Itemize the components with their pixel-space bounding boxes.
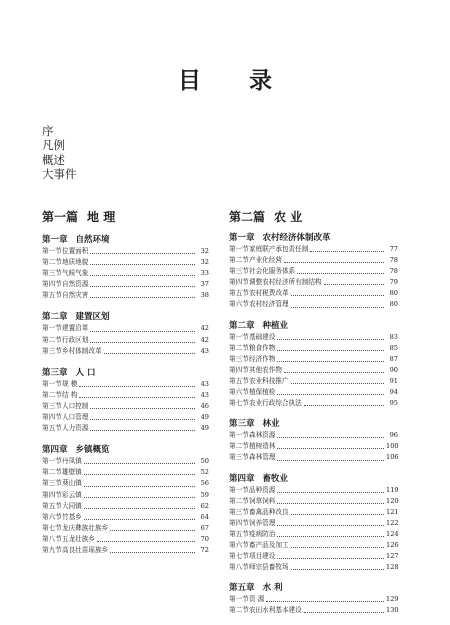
toc-entry[interactable] bbox=[229, 562, 398, 573]
page-number: 72 bbox=[200, 545, 209, 554]
front-matter bbox=[42, 124, 77, 182]
page-number: 120 bbox=[386, 496, 399, 505]
chapter-name: 乡镇概览 bbox=[75, 445, 110, 456]
dot-leader bbox=[110, 529, 195, 531]
section-title: 自然灾害 bbox=[62, 291, 89, 300]
page-number: 87 bbox=[389, 354, 398, 363]
toc-entry[interactable] bbox=[42, 323, 209, 334]
section-title: 竹基乡 bbox=[62, 512, 82, 521]
toc-entry[interactable] bbox=[229, 398, 398, 409]
part-heading bbox=[42, 210, 209, 224]
page-number: 52 bbox=[200, 468, 209, 477]
section-number: 第五节 bbox=[229, 529, 249, 538]
page-number: 32 bbox=[200, 247, 209, 255]
page-number: 43 bbox=[200, 390, 209, 399]
dot-leader bbox=[266, 600, 384, 602]
dot-leader bbox=[291, 546, 384, 548]
section-number: 第四节 bbox=[229, 278, 249, 287]
section-title: 植树造林 bbox=[249, 442, 276, 451]
toc-entry[interactable] bbox=[42, 456, 209, 467]
dot-leader bbox=[84, 473, 195, 475]
page-number: 85 bbox=[389, 343, 398, 352]
section-title: 高良壮苗瑶族乡 bbox=[62, 545, 109, 554]
chapter-number: 第四章 bbox=[42, 445, 68, 456]
page-number: 130 bbox=[386, 606, 399, 615]
section-title: 项目建设 bbox=[249, 552, 276, 561]
toc-entry[interactable] bbox=[42, 279, 209, 290]
toc-entry[interactable] bbox=[42, 478, 209, 489]
section-title: 农村经济管理 bbox=[249, 300, 289, 309]
dot-leader bbox=[284, 371, 384, 373]
dot-leader bbox=[297, 272, 384, 274]
section-title: 师宗县畜牧场 bbox=[249, 563, 289, 572]
section-number: 第二节 bbox=[42, 390, 62, 399]
section-number: 第八节 bbox=[229, 563, 249, 572]
page-number: 67 bbox=[200, 523, 209, 532]
section-number: 第一节 bbox=[42, 247, 62, 255]
page-number: 127 bbox=[386, 552, 399, 561]
chapter-name: 林业 bbox=[262, 419, 280, 430]
section-number: 第九节 bbox=[42, 545, 62, 554]
section-title: 经济作物 bbox=[249, 354, 276, 363]
section-number: 第七节 bbox=[229, 399, 249, 408]
chapter-number: 第一章 bbox=[42, 235, 68, 245]
page-number: 33 bbox=[200, 269, 209, 278]
section-number: 第五节 bbox=[42, 501, 62, 510]
page-number: 38 bbox=[200, 291, 209, 300]
section-number: 第二节 bbox=[229, 343, 249, 352]
toc-entry[interactable] bbox=[42, 501, 209, 512]
toc-entry[interactable] bbox=[229, 529, 398, 540]
dot-leader bbox=[84, 462, 195, 464]
dot-leader bbox=[90, 341, 195, 343]
chapter-heading[interactable] bbox=[229, 473, 398, 485]
toc-entry[interactable] bbox=[42, 534, 209, 545]
dot-leader bbox=[277, 459, 384, 461]
section-number: 第一节 bbox=[42, 324, 62, 333]
section-number: 第六节 bbox=[42, 512, 62, 521]
page-number: 50 bbox=[200, 457, 209, 466]
toc-entry[interactable] bbox=[229, 376, 398, 387]
section-number: 第二节 bbox=[42, 335, 62, 344]
chapter-name: 农村经济体制改革 bbox=[262, 233, 331, 243]
chapter-block bbox=[42, 444, 209, 556]
toc-entry[interactable] bbox=[229, 332, 398, 343]
part-heading bbox=[229, 210, 398, 224]
page-number: 90 bbox=[389, 365, 398, 374]
chapter-number: 第三章 bbox=[229, 419, 255, 430]
section-number: 第三节 bbox=[42, 269, 62, 278]
front-matter-item[interactable]: 凡例 bbox=[42, 138, 65, 153]
section-number: 第六节 bbox=[229, 388, 249, 397]
dot-leader bbox=[277, 502, 384, 504]
chapter-number: 第四章 bbox=[229, 473, 255, 484]
dot-leader bbox=[310, 250, 384, 252]
page-number: 106 bbox=[386, 453, 399, 462]
dot-leader bbox=[79, 396, 195, 398]
section-number: 第三节 bbox=[42, 401, 62, 410]
toc-entry[interactable] bbox=[229, 354, 398, 365]
toc-entry[interactable] bbox=[229, 430, 398, 441]
dot-leader bbox=[97, 540, 195, 542]
dot-leader bbox=[84, 518, 195, 520]
section-number: 第二节 bbox=[42, 468, 62, 477]
toc-entry[interactable] bbox=[42, 246, 209, 257]
chapter-heading[interactable] bbox=[229, 320, 398, 332]
section-number: 第四节 bbox=[42, 490, 62, 499]
page-number: 80 bbox=[389, 289, 398, 298]
dot-leader bbox=[284, 261, 384, 263]
front-matter-item[interactable]: 大事件 bbox=[42, 167, 77, 182]
toc-entry[interactable] bbox=[42, 335, 209, 346]
section-number: 第八节 bbox=[42, 534, 62, 543]
chapter-heading[interactable] bbox=[42, 311, 209, 323]
chapter-block bbox=[229, 232, 398, 311]
section-number: 第三节 bbox=[229, 453, 249, 462]
section-title: 饲养管理 bbox=[249, 518, 276, 527]
chapter-heading[interactable] bbox=[42, 234, 209, 246]
page-number: 62 bbox=[200, 501, 209, 510]
chapter-block bbox=[42, 311, 209, 356]
chapter-number: 第二章 bbox=[229, 320, 255, 331]
toc-entry[interactable] bbox=[229, 594, 398, 605]
section-number: 第二节 bbox=[229, 496, 249, 505]
toc-entry[interactable] bbox=[229, 441, 398, 452]
page-number: 100 bbox=[386, 442, 399, 451]
page-number: 43 bbox=[200, 379, 209, 388]
part-name: 农 业 bbox=[274, 210, 303, 224]
chapter-block bbox=[229, 582, 398, 616]
dot-leader bbox=[304, 404, 384, 406]
chapter-block bbox=[229, 418, 398, 463]
section-number: 第七节 bbox=[229, 552, 249, 561]
section-number: 第七节 bbox=[42, 523, 62, 532]
dot-leader bbox=[277, 349, 384, 351]
page-number: 32 bbox=[200, 258, 209, 267]
page-number: 42 bbox=[200, 324, 209, 333]
section-number: 第五节 bbox=[42, 424, 62, 433]
section-title: 龙庆彝族壮族乡 bbox=[62, 523, 109, 532]
toc-entry[interactable] bbox=[229, 540, 398, 551]
chapter-name: 建置区划 bbox=[75, 312, 110, 323]
section-title: 农村税费改革 bbox=[249, 289, 289, 298]
section-title: 结 构 bbox=[62, 390, 78, 399]
section-title: 森林资源 bbox=[249, 431, 276, 440]
chapter-heading[interactable] bbox=[229, 582, 398, 594]
toc-entry[interactable] bbox=[229, 343, 398, 354]
section-number: 第四节 bbox=[229, 518, 249, 527]
toc-entry[interactable] bbox=[42, 257, 209, 268]
page-number: 79 bbox=[389, 278, 398, 287]
dot-leader bbox=[84, 507, 195, 509]
toc-entry[interactable] bbox=[42, 390, 209, 401]
page-number: 78 bbox=[389, 267, 398, 276]
section-title: 森林管理 bbox=[249, 453, 276, 462]
section-title: 地质地貌 bbox=[62, 258, 89, 267]
page-number: 37 bbox=[200, 280, 209, 289]
front-matter-item[interactable]: 序 bbox=[42, 124, 54, 138]
page-number: 78 bbox=[389, 256, 398, 265]
dot-leader bbox=[277, 360, 384, 362]
section-number: 第四节 bbox=[42, 413, 62, 422]
section-title: 乡村体制改革 bbox=[62, 346, 102, 355]
section-title: 人力资源 bbox=[62, 424, 89, 433]
toc-column bbox=[42, 210, 209, 566]
chapter-block bbox=[229, 320, 398, 410]
dot-leader bbox=[90, 418, 195, 420]
section-number: 第三节 bbox=[229, 267, 249, 276]
dot-leader bbox=[277, 557, 384, 559]
section-number: 第三节 bbox=[229, 354, 249, 363]
section-title: 调整农村经济所有制结构 bbox=[249, 278, 322, 287]
dot-leader bbox=[324, 283, 384, 285]
section-title: 植保植检 bbox=[249, 388, 276, 397]
section-title: 大同镇 bbox=[62, 501, 82, 510]
section-title: 农业科技推广 bbox=[249, 376, 289, 385]
section-title: 规 模 bbox=[62, 379, 78, 388]
page-number: 96 bbox=[389, 431, 398, 440]
chapter-block bbox=[229, 473, 398, 574]
page-number: 122 bbox=[386, 518, 399, 527]
chapter-heading[interactable] bbox=[229, 418, 398, 430]
page-number: 70 bbox=[200, 534, 209, 543]
dot-leader bbox=[84, 496, 195, 498]
toc-entry[interactable] bbox=[42, 423, 209, 434]
section-title: 疫病防治 bbox=[249, 529, 276, 538]
page-number: 126 bbox=[386, 540, 399, 549]
toc-entry[interactable] bbox=[229, 387, 398, 398]
dot-leader bbox=[90, 263, 195, 265]
page-number: 56 bbox=[200, 479, 209, 488]
toc-entry[interactable] bbox=[229, 255, 398, 266]
chapter-name: 种植业 bbox=[262, 320, 289, 331]
page-number: 49 bbox=[200, 413, 209, 422]
toc-entry[interactable] bbox=[229, 485, 398, 496]
chapter-block bbox=[42, 367, 209, 434]
dot-leader bbox=[291, 294, 384, 296]
page-number: 128 bbox=[386, 563, 399, 572]
section-title: 葵山镇 bbox=[62, 479, 82, 488]
toc-entry[interactable] bbox=[229, 244, 398, 255]
section-number: 第三节 bbox=[42, 479, 62, 488]
section-title: 行政区划 bbox=[62, 335, 89, 344]
chapter-name: 畜牧业 bbox=[262, 473, 289, 484]
dot-leader bbox=[291, 382, 384, 384]
section-number: 第二节 bbox=[229, 606, 249, 615]
page-number: 95 bbox=[389, 399, 398, 408]
section-title: 雄壁镇 bbox=[62, 468, 82, 477]
toc-entry[interactable] bbox=[42, 401, 209, 412]
toc-entry[interactable] bbox=[42, 268, 209, 279]
section-title: 自然资源 bbox=[62, 280, 89, 289]
chapter-number: 第五章 bbox=[229, 583, 255, 594]
section-number: 第二节 bbox=[229, 442, 249, 451]
section-title: 人口控制 bbox=[62, 401, 89, 410]
section-title: 家庭联产承包责任制 bbox=[249, 245, 309, 253]
toc-entry[interactable] bbox=[229, 518, 398, 529]
section-title: 彩云镇 bbox=[62, 490, 82, 499]
toc-entry[interactable] bbox=[42, 490, 209, 501]
section-title: 五龙壮族乡 bbox=[62, 534, 95, 543]
section-number: 第一节 bbox=[42, 457, 62, 466]
toc-entry[interactable] bbox=[229, 266, 398, 277]
toc-entry[interactable] bbox=[229, 277, 398, 288]
toc-entry[interactable] bbox=[229, 299, 398, 310]
chapter-heading[interactable] bbox=[229, 232, 398, 244]
page-number: 64 bbox=[200, 512, 209, 521]
section-title: 建置沿革 bbox=[62, 324, 89, 333]
section-title: 人口管理 bbox=[62, 413, 89, 422]
section-title: 气候气象 bbox=[62, 269, 89, 278]
chapter-heading[interactable] bbox=[42, 367, 209, 379]
toc-entry[interactable] bbox=[229, 496, 398, 507]
section-number: 第四节 bbox=[229, 365, 249, 374]
page-number: 124 bbox=[386, 529, 399, 538]
page-number: 59 bbox=[200, 490, 209, 499]
page-number: 129 bbox=[386, 595, 399, 604]
chapter-number: 第一章 bbox=[229, 233, 255, 243]
page-number: 83 bbox=[389, 332, 398, 341]
front-matter-item[interactable]: 概述 bbox=[42, 152, 65, 167]
dot-leader bbox=[90, 252, 195, 254]
dot-leader bbox=[277, 393, 384, 395]
section-number: 第六节 bbox=[229, 300, 249, 309]
page-number: 43 bbox=[200, 346, 209, 355]
chapter-heading[interactable] bbox=[42, 444, 209, 456]
chapter-name: 人 口 bbox=[75, 367, 96, 378]
part-number: 第二篇 bbox=[229, 210, 266, 224]
toc-entry[interactable] bbox=[42, 412, 209, 423]
dot-leader bbox=[104, 352, 195, 354]
section-title: 农业行政综合执法 bbox=[249, 399, 302, 408]
page-number: 91 bbox=[389, 376, 398, 385]
page-number: 42 bbox=[200, 335, 209, 344]
chapter-number: 第二章 bbox=[42, 312, 68, 323]
page-number: 46 bbox=[200, 401, 209, 410]
toc-entry[interactable] bbox=[42, 467, 209, 478]
section-number: 第一节 bbox=[42, 379, 62, 388]
toc-entry[interactable] bbox=[42, 290, 209, 301]
dot-leader bbox=[277, 338, 384, 340]
page-number: 77 bbox=[389, 245, 398, 253]
dot-leader bbox=[277, 524, 384, 526]
dot-leader bbox=[277, 491, 384, 493]
dot-leader bbox=[291, 513, 384, 515]
page-number: 121 bbox=[386, 507, 399, 516]
section-number: 第三节 bbox=[42, 346, 62, 355]
section-title: 丹凤镇 bbox=[62, 457, 82, 466]
section-title: 品种资源 bbox=[249, 485, 276, 494]
page-title: 目 录 bbox=[177, 67, 292, 94]
section-title: 产业化经营 bbox=[249, 256, 282, 265]
dot-leader bbox=[84, 485, 195, 487]
section-number: 第一节 bbox=[229, 485, 249, 494]
section-title: 畜禽品种改良 bbox=[249, 507, 289, 516]
dot-leader bbox=[304, 611, 384, 613]
toc-entry[interactable] bbox=[42, 545, 209, 556]
page-number: 49 bbox=[200, 424, 209, 433]
toc-entry[interactable] bbox=[229, 288, 398, 299]
dot-leader bbox=[90, 330, 195, 332]
section-number: 第二节 bbox=[42, 258, 62, 267]
section-number: 第一节 bbox=[229, 595, 249, 604]
page-number: 119 bbox=[386, 485, 399, 494]
dot-leader bbox=[90, 296, 195, 298]
dot-leader bbox=[277, 436, 384, 438]
section-title: 基础建设 bbox=[249, 332, 276, 341]
section-title: 粮食作物 bbox=[249, 343, 276, 352]
toc-entry[interactable] bbox=[229, 452, 398, 463]
toc-entry[interactable] bbox=[229, 551, 398, 562]
dot-leader bbox=[277, 535, 384, 537]
dot-leader bbox=[291, 306, 384, 308]
section-number: 第一节 bbox=[229, 245, 249, 253]
section-title: 社会化服务体系 bbox=[249, 267, 296, 276]
dot-leader bbox=[90, 285, 195, 287]
section-title: 饲草饲料 bbox=[249, 496, 276, 505]
page-number: 94 bbox=[389, 388, 398, 397]
chapter-name: 自然环境 bbox=[75, 235, 110, 245]
dot-leader bbox=[90, 274, 195, 276]
toc-entry[interactable] bbox=[229, 365, 398, 376]
section-title: 位置面积 bbox=[62, 247, 89, 255]
section-title: 其他农作物 bbox=[249, 365, 282, 374]
toc-entry[interactable] bbox=[42, 512, 209, 523]
part-name: 地 理 bbox=[87, 210, 116, 224]
toc-entry[interactable] bbox=[42, 523, 209, 534]
page-number: 80 bbox=[389, 300, 398, 309]
section-title: 畜产品及加工 bbox=[249, 540, 289, 549]
chapter-number: 第三章 bbox=[42, 367, 68, 378]
toc-entry[interactable] bbox=[229, 507, 398, 518]
dot-leader bbox=[110, 551, 195, 553]
section-number: 第四节 bbox=[42, 280, 62, 289]
toc-entry[interactable] bbox=[42, 379, 209, 390]
toc-entry[interactable] bbox=[229, 605, 398, 616]
part-number: 第一篇 bbox=[42, 210, 79, 224]
chapter-name: 水 利 bbox=[262, 583, 283, 594]
dot-leader bbox=[90, 429, 195, 431]
chapter-block bbox=[42, 234, 209, 301]
section-number: 第五节 bbox=[229, 376, 249, 385]
section-title: 农田水利基本建设 bbox=[249, 606, 302, 615]
section-number: 第二节 bbox=[229, 256, 249, 265]
dot-leader bbox=[90, 407, 195, 409]
section-number: 第五节 bbox=[42, 291, 62, 300]
section-title: 资 源 bbox=[249, 595, 265, 604]
section-number: 第五节 bbox=[229, 289, 249, 298]
dot-leader bbox=[277, 447, 384, 449]
toc-entry[interactable] bbox=[42, 346, 209, 357]
dot-leader bbox=[291, 568, 384, 570]
toc-column bbox=[229, 210, 398, 625]
section-number: 第一节 bbox=[229, 431, 249, 440]
section-number: 第一节 bbox=[229, 332, 249, 341]
section-number: 第三节 bbox=[229, 507, 249, 516]
section-number: 第六节 bbox=[229, 540, 249, 549]
dot-leader bbox=[79, 385, 195, 387]
